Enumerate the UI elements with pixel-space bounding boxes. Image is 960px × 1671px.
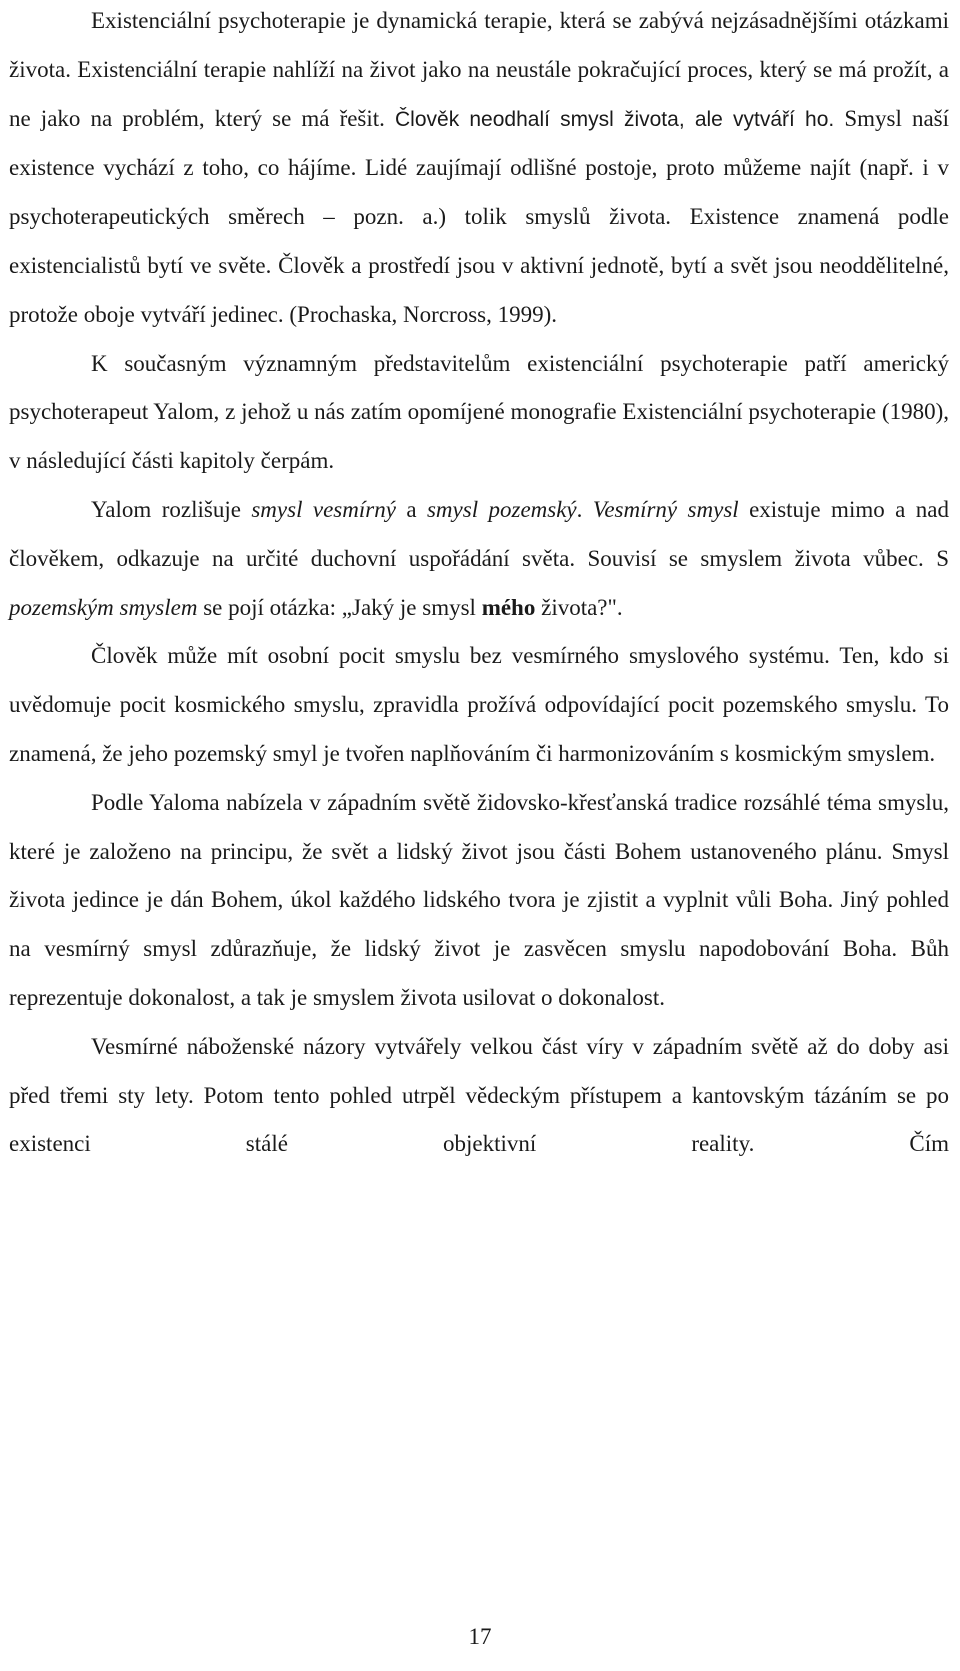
paragraph-3-part-9: se pojí otázka: „Jaký je smysl — [197, 594, 482, 620]
paragraph-6: Vesmírné náboženské názory vytvářely velkou část víry v západním světě až do doby asi před třemi sty lety. Potom tento pohled utrpěl vědeckým přístupem a kantovským tázáním se po existenci stálé objektivní reality. Čím — [9, 1033, 949, 1157]
paragraph-5: Podle Yaloma nabízela v západním světě židovsko-křesťanská tradice rozsáhlé téma smyslu, které je založeno na principu, že svět a lidský život jsou části Bohem ustanoveného plánu. Smysl života jedince je dán Bohem, úkol každého lidského tvora je zjistit a vyplnit vůli Boha. Jiný pohled na vesmírný smysl zdůrazňuje, že lidský život je zasvěcen smyslu napodobování Boha. Bůh reprezentuje dokonalost, a tak je smyslem života usilovat o dokonalost. — [9, 789, 949, 1010]
paragraph-3-part-11: života?". — [535, 594, 623, 620]
paragraph-2: K současným významným představitelům existenciální psychoterapie patří americký psychoterapeut Yalom, z jehož u nás zatím opomíjené monografie Existenciální psychoterapie (1980), v následující části kapitoly čerpám. — [9, 350, 949, 474]
paragraph-3-part-1: Yalom rozlišuje — [91, 496, 252, 522]
paragraph-3-part-7: existuje mimo a nad člověkem, odkazuje na určité duchovní uspořádání světa. Souvisí se smyslem života vůbec. S — [9, 496, 949, 571]
paragraph-1 — [9, 0, 949, 340]
term-smysl-vesmirny: smysl vesmírný — [251, 496, 396, 522]
paragraph-4: Člověk může mít osobní pocit smyslu bez vesmírného smyslového systému. Ten, kdo si uvědomuje pocit kosmického smyslu, zpravidla prožívá odpovídající pocit pozemského smyslu. To znamená, že jeho pozemský smyl je tvořen naplňováním či harmonizováním s kosmickým smyslem. — [9, 643, 949, 766]
term-vesmirny-smysl: Vesmírný smysl — [592, 496, 739, 522]
paragraph-1-part-3: Smysl naší existence vychází z toho, co hájíme. Lidé zaujímají odlišné postoje, proto můžeme najít (např. i v psychoterapeutických směrech – pozn. a.) tolik smyslů života. Existence znamená podle existencialistů bytí ve světe. Člověk a prostředí jsou v aktivní jednotě, bytí a svět jsou neoddělitelné, protože oboje vytváří jedinec. (Prochaska, Norcross, 1999). — [9, 105, 950, 327]
body-text — [9, 0, 949, 1169]
paragraph-3-part-3: a — [395, 496, 427, 522]
emphasis-meho: mého — [481, 594, 536, 620]
term-pozemskym-smyslem: pozemským smyslem — [9, 594, 198, 620]
paragraph-1-part-1: Existenciální psychoterapie je dynamická terapie, která se zabývá nejzásadnějšími otázkami života. Existenciální terapie nahlíží na život jako na neustále pokračující proces, který se má prožít, a ne jako na problém, který se má řešit. — [9, 8, 949, 131]
term-smysl-pozemsky: smysl pozemský — [426, 496, 577, 522]
paragraph-1-part-2: Člověk neodhalí smysl života, ale vytváří ho. — [395, 107, 835, 131]
paragraph-3-part-5: . — [576, 496, 593, 522]
page-number: 17 — [468, 1624, 492, 1649]
paragraph-3 — [9, 486, 949, 632]
